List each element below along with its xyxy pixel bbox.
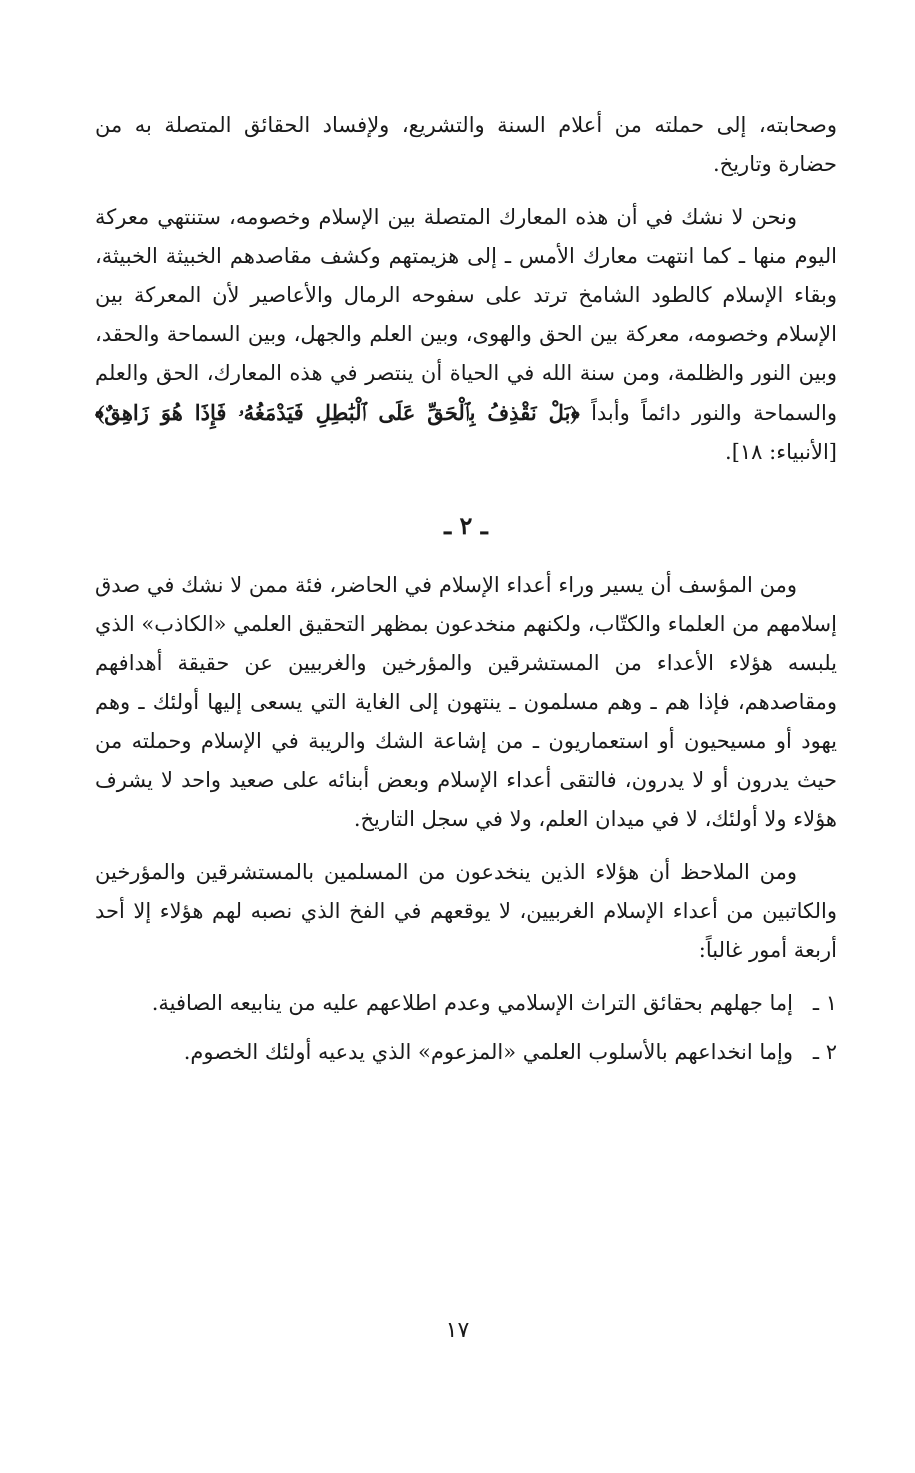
paragraph-2	[95, 198, 837, 472]
page-body	[95, 106, 837, 1082]
paragraph-3: ومن المؤسف أن يسير وراء أعداء الإسلام في الحاضر، فئة ممن لا نشك في صدق إسلامهم من العلماء والكتّاب، ولكنهم منخدعون بمظهر التحقيق العلمي «الكاذب» الذي يلبسه هؤلاء الأعداء من المستشرقين والمؤرخين والغربيين عن حقيقة أهدافهم ومقاصدهم، فإذا هم ـ وهم مسلمون ـ ينتهون إلى الغاية التي يسعى إليها أولئك ـ وهم يهود أو مسيحيون أو استعماريون ـ من إشاعة الشك والريبة في الإسلام وحملته من حيث يدرون أو لا يدرون، فالتقى أعداء الإسلام وبعض أبنائه على صعيد واحد لا يشرف هؤلاء ولا أولئك، لا في ميدان العلم، ولا في سجل التاريخ.	[95, 573, 837, 831]
paragraph-4: ومن الملاحظ أن هؤلاء الذين ينخدعون من المسلمين بالمستشرقين والمؤرخين والكاتبين من أعداء الإسلام الغربيين، لا يوقعهم في الفخ الذي نصبه لهم هؤلاء إلا أحد أربعة أمور غالباً:	[95, 860, 837, 962]
list-item-number: ١ ـ	[812, 991, 837, 1015]
list-item-2	[95, 1033, 837, 1072]
paragraph-1: وصحابته، إلى حملته من أعلام السنة والتشريع، ولإفساد الحقائق المتصلة به من حضارة وتاريخ.	[95, 113, 837, 176]
paragraph-2-text: ونحن لا نشك في أن هذه المعارك المتصلة بين الإسلام وخصومه، ستنتهي معركة اليوم منها ـ كما انتهت معارك الأمس ـ إلى هزيمتهم وكشف مقاصدهم الخبيثة الخبيثة، وبقاء الإسلام كالطود الشامخ ترتد على سفوحه الرمال والأعاصير لأن المعركة بين الإسلام وخصومه، معركة بين الحق والهوى، وبين العلم والجهل، وبين السماحة والحقد، وبين النور والظلمة، ومن سنة الله في الحياة أن ينتصر في هذه المعارك، الحق والعلم والسماحة والنور دائماً وأبداً	[95, 205, 837, 425]
list-item-text: وإما انخداعهم بالأسلوب العلمي «المزعوم» الذي يدعيه أولئك الخصوم.	[183, 1040, 793, 1064]
section-number: ـ ٢ ـ	[444, 511, 488, 540]
list-item-1	[95, 984, 837, 1023]
quran-verse: ﴿بَلْ نَقْذِفُ بِٱلْحَقِّ عَلَى ٱلْبَٰطِلِ فَيَدْمَغُهُۥ فَإِذَا هُوَ زَاهِقٌ﴾	[95, 400, 580, 425]
page-number: ١٧	[445, 1318, 470, 1343]
quran-reference: [الأنبياء: ١٨].	[725, 440, 837, 464]
list-item-number: ٢ ـ	[812, 1040, 837, 1064]
list-item-text: إما جهلهم بحقائق التراث الإسلامي وعدم اطلاعهم عليه من ينابيعه الصافية.	[151, 991, 793, 1015]
